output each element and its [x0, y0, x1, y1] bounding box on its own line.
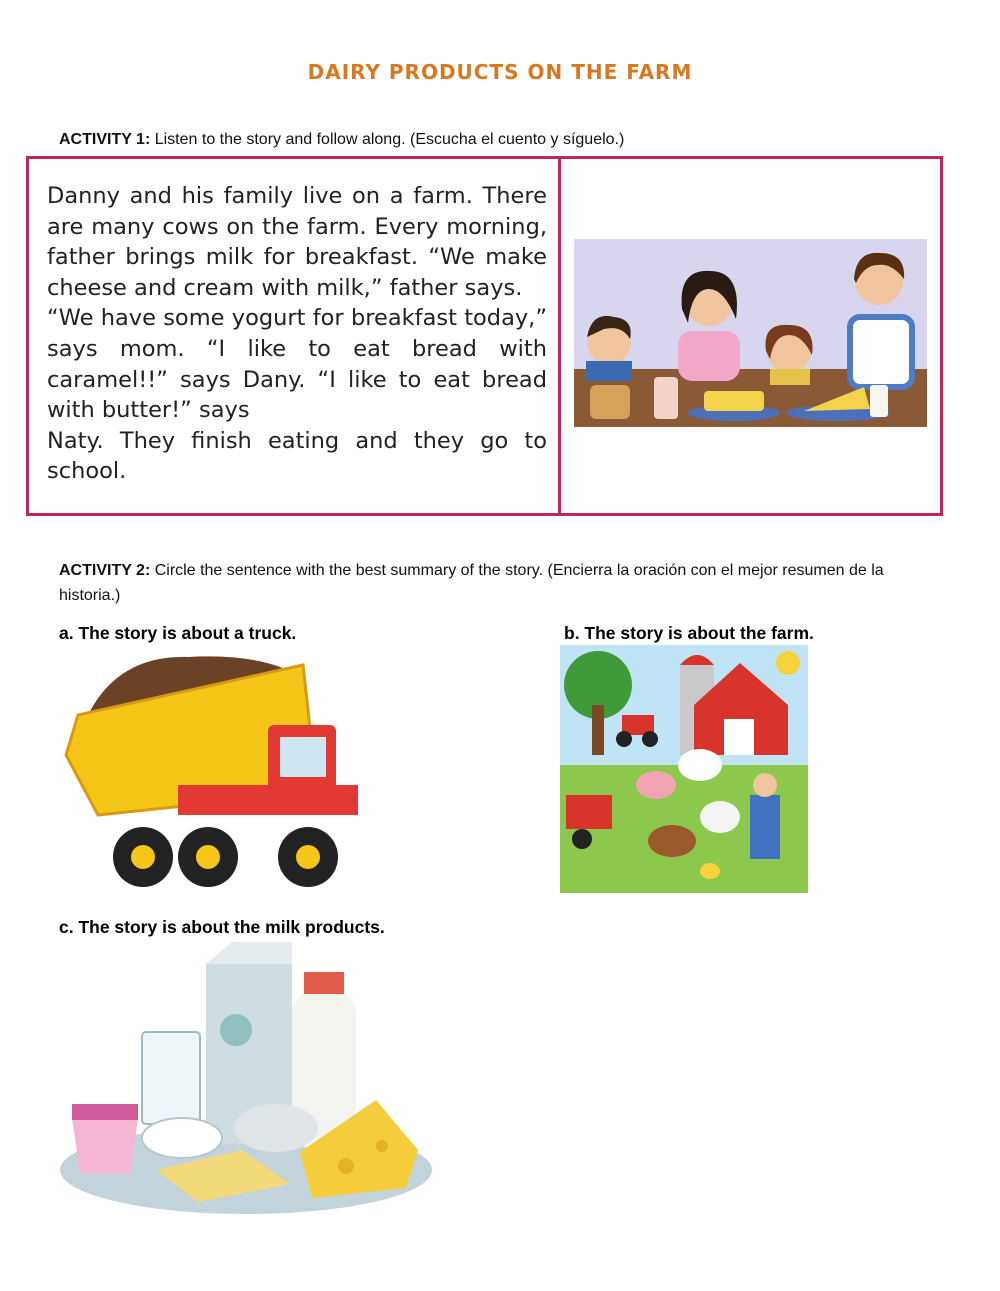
dairy-products-illustration	[56, 940, 440, 1222]
option-c[interactable]: c. The story is about the milk products.	[59, 917, 385, 937]
activity2-instruction: Circle the sentence with the best summary of the story. (Encierra la oración con el mejor resumen de la historia.)	[59, 562, 884, 604]
activity1-heading	[59, 127, 624, 152]
story-text	[47, 181, 547, 487]
story-divider	[558, 159, 561, 513]
activity1-instruction: Listen to the story and follow along. (Escucha el cuento y síguelo.)	[150, 131, 625, 148]
story-paragraph-1: Danny and his family live on a farm. There are many cows on the farm. Every morning, father brings milk for breakfast. “We make cheese and cream with milk,” father says.	[47, 183, 547, 301]
story-box	[26, 156, 943, 516]
option-b[interactable]: b. The story is about the farm.	[564, 623, 814, 643]
activity2-label: ACTIVITY 2:	[59, 562, 151, 579]
story-paragraph-3: Naty. They finish eating and they go to school.	[47, 427, 547, 485]
dump-truck-illustration	[58, 645, 368, 895]
activity2-heading	[59, 558, 949, 608]
story-paragraph-2: “We have some yogurt for breakfast today,” says mom. “I like to eat bread with caramel!!” says Dany. “I like to eat bread with butter!” says	[47, 305, 547, 424]
activity1-label: ACTIVITY 1:	[59, 131, 151, 148]
page-title: DAIRY PRODUCTS ON THE FARM	[307, 60, 693, 84]
option-a[interactable]: a. The story is about a truck.	[59, 623, 297, 643]
family-breakfast-illustration	[574, 239, 927, 427]
farm-illustration	[560, 645, 808, 893]
